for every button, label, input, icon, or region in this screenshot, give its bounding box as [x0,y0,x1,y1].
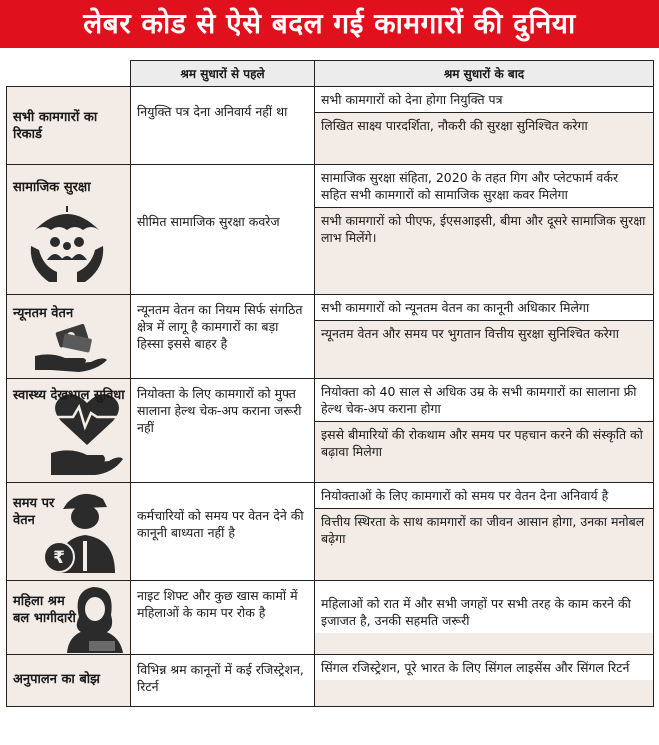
after-point: सभी कामगारों को पीएफ, ईएसआइसी, बीमा और दूसरे सामाजिक सुरक्षा लाभ मिलेंगे। [315,208,653,250]
category-label: समय पर वेतन [13,496,55,528]
after-point: वित्तीय स्थिरता के साथ कामगारों का जीवन आसान होगा, उनका मनोबल बढ़ेगा [315,509,653,551]
table-row [7,87,654,165]
after-cell [315,295,654,379]
after-cell [315,483,654,581]
before-cell: नाइट शिफ्ट और कुछ खास कामों में महिलाओं के काम पर रोक है [131,581,315,655]
headline-banner [0,0,659,48]
header-blank [7,61,131,87]
table-row [7,581,654,655]
after-point: लिखित साक्ष्य पारदर्शिता, नौकरी की सुरक्षा सुनिश्चित करेगा [315,113,653,138]
category-cell [7,87,131,165]
after-cell [315,581,654,655]
after-point: सभी कामगारों को न्यूनतम वेतन का कानूनी अधिकार मिलेगा [315,295,653,321]
table-row [7,483,654,581]
after-point: न्यूनतम वेतन और समय पर भुगतान वित्तीय सुरक्षा सुनिश्चित करेगा [315,321,653,346]
category-label: न्यूनतम वेतन [13,306,74,321]
header-row [7,61,654,87]
after-point: सिंगल रजिस्ट्रेशन, पूरे भारत के लिए सिंगल लाइसेंस और सिंगल रिटर्न [315,655,653,680]
comparison-table [6,60,654,707]
table-row [7,379,654,483]
money-hand-icon [31,324,111,374]
after-point: सामाजिक सुरक्षा संहिता, 2020 के तहत गिग और प्लेटफार्म वर्कर सहित सभी कामगारों को सामाजिक सुरक्षा कवर मिलेगा [315,165,653,208]
table-row [7,655,654,707]
before-cell: विभिन्न श्रम कानूनों में कई रजिस्ट्रेशन, रिटर्न [131,655,315,707]
header-before: श्रम सुधारों से पहले [131,61,315,87]
before-cell: सीमित सामाजिक सुरक्षा कवरेज [131,165,315,295]
umbrella-family-hands-icon [27,198,107,288]
after-point: नियोक्ताओं के लिए कामगारों को समय पर वेतन देना अनिवार्य है [315,483,653,509]
header-after: श्रम सुधारों के बाद [315,61,654,87]
after-cell [315,165,654,295]
after-cell [315,655,654,707]
before-cell: नियोक्ता के लिए कामगारों को मुफ्त सालाना हेल्थ चेक-अप कराना जरूरी नहीं [131,379,315,483]
category-cell [7,483,131,581]
after-point: नियोक्ता को 40 साल से अधिक उम्र के सभी कामगारों का सालाना फ्री हेल्थ चेक-अप कराना होगा [315,379,653,422]
after-point: इससे बीमारियों की रोकथाम और समय पर पहचान करने की संस्कृति को बढ़ावा मिलेगा [315,422,653,464]
category-cell [7,379,131,483]
after-cell [315,87,654,165]
table-row [7,295,654,379]
category-label: सामाजिक सुरक्षा [13,180,91,195]
after-point: महिलाओं को रात में और सभी जगहों पर सभी तरह के काम करने की इजाजत है, उनकी सहमति जरूरी [315,581,653,633]
headline: लेबर कोड से ऐसे बदल गई कामगारों की दुनिया [83,7,576,40]
category-cell [7,165,131,295]
svg-text:₹: ₹ [53,548,65,568]
before-cell: कर्मचारियों को समय पर वेतन देने की कानूनी बाध्यता नहीं है [131,483,315,581]
category-label: महिला श्रम बल भागीदारी [13,594,76,626]
category-label: अनुपालन का बोझ [13,672,100,687]
category-label: स्वास्थ्य देखभाल सुविधा [13,388,125,403]
table-row [7,165,654,295]
category-cell [7,581,131,655]
category-label: सभी कामगारों का रिकार्ड [13,110,98,142]
after-point: सभी कामगारों को देना होगा नियुक्ति पत्र [315,87,653,113]
before-cell: न्यूनतम वेतन का नियम सिर्फ संगठित क्षेत्र में लागू है कामगारों का बड़ा हिस्सा इससे बाहर है [131,295,315,379]
category-cell [7,295,131,379]
after-cell [315,379,654,483]
category-cell [7,655,131,707]
before-cell: नियुक्ति पत्र देना अनिवार्य नहीं था [131,87,315,165]
